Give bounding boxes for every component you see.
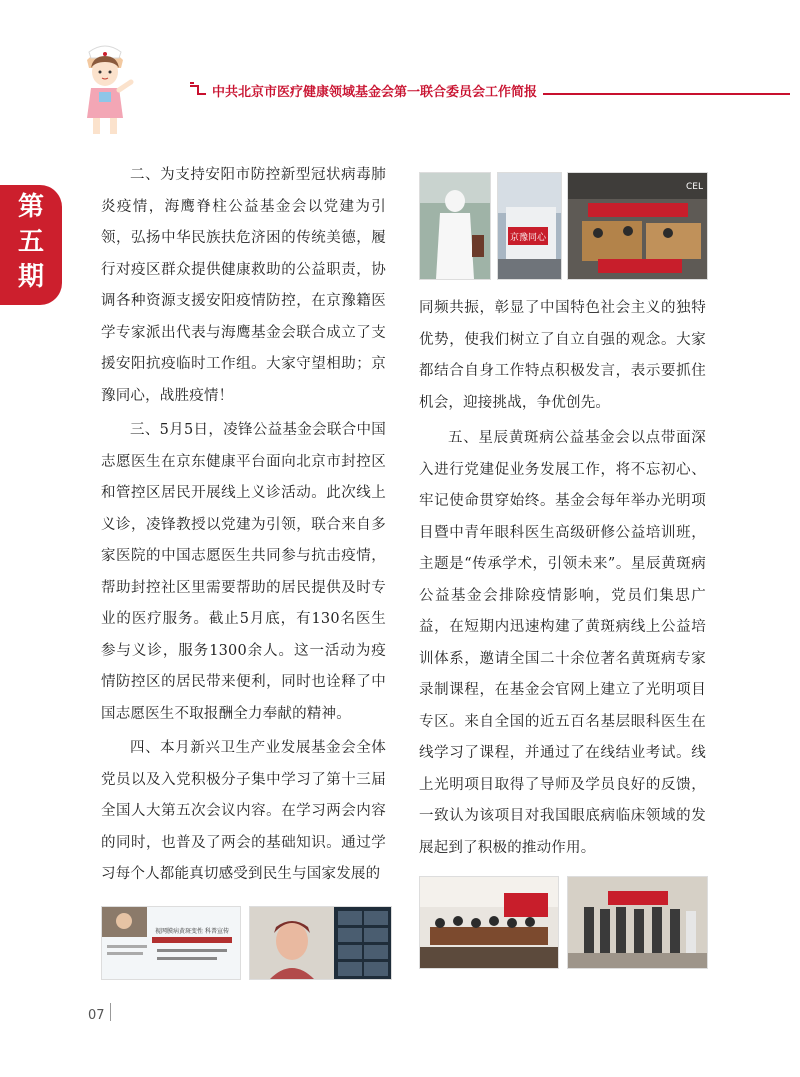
photo-video-lecture (101, 906, 241, 980)
photo-video-conference (249, 906, 392, 980)
banner-text: 京豫同心 (509, 233, 547, 243)
issue-label (0, 190, 62, 295)
paragraph-xinxing: 四、本月新兴卫生产业发展基金会全体党员以及入党积极分子集中学习了第十三届全国人大第五次会议内容。在学习两会内容的同时，也普及了两会的基础知识。通过学习每个人都能真切感受到民生与国家发展的 (101, 740, 386, 882)
page-number-divider (110, 1003, 111, 1021)
right-column (419, 423, 706, 864)
photo-protective-suit (419, 172, 491, 280)
photo-meeting-room (419, 876, 559, 969)
slide-title: 视网膜病黄斑变性 科普宣传 (155, 928, 229, 935)
left-column (101, 160, 386, 891)
newsletter-title: 中共北京市医疗健康领域基金会第一联合委员会工作简报 (206, 81, 543, 100)
right-column-continuation (419, 293, 706, 419)
issue-char: 第 (17, 192, 44, 222)
issue-char: 五 (17, 227, 44, 257)
paragraph-haiying: 二、为支持安阳市防控新型冠状病毒肺炎疫情，海鹰脊柱公益基金会以党建为引领，弘扬中华民族扶危济困的传统美德，履行对疫区群众提供健康救助的公益职责，协调各种资源支援安阳疫情防控，在京豫籍医学专家派出代表与海鹰基金会联合成立了支援安阳抗疫临时工作组。大家守望相助；京豫同心，战胜疫情！ (101, 167, 386, 404)
issue-char: 期 (17, 262, 44, 292)
page-number: 07 (88, 1008, 105, 1023)
photo-warehouse-volunteers (567, 172, 708, 280)
paragraph-xingchen: 五、星辰黄斑病公益基金会以点带面深入进行党建促业务发展工作，将不忘初心、牢记使命贯穿始终。基金会每年举办光明项目暨中青年眼科医生高级研修公益培训班，主题是“传承学术，引领未来”。星辰黄斑病公益基金会排除疫情影响，党员们集思广益，在短期内迅速构建了黄斑病线上公益培训体系，邀请全国二十余位著名黄斑病专家录制课程，在基金会官网上建立了光明项目专区。来自全国的近五百名基层眼科医生在线学习了课程，并通过了在线结业考试。线上光明项目取得了导师及学员良好的反馈，一致认为该项目对我国眼底病临床领域的发展起到了积极的推动作用。 (419, 430, 706, 856)
photo-truck (497, 172, 562, 280)
warehouse-sign: CEL (686, 182, 703, 192)
photo-group-banner (567, 876, 708, 969)
nurse-illustration (75, 40, 135, 138)
paragraph-lingfeng: 三、5月5日，凌锋公益基金会联合中国志愿医生在京东健康平台面向北京市封控区和管控区居民开展线上义诊活动。此次线上义诊，凌锋教授以党建为引领，联合来自多家医院的中国志愿医生共同参与抗击疫情，帮助封控社区里需要帮助的居民提供及时专业的医疗服务。截止5月底，有130名医生参与义诊，服务1300余人。这一活动为疫情防控区的居民带来便利，同时也诠释了中国志愿医生不取报酬全力奉献的精神。 (101, 422, 386, 722)
paragraph-continuation: 同频共振，彰显了中国特色社会主义的独特优势，使我们树立了自立自强的观念。大家都结合自身工作特点积极发言，表示要抓住机会，迎接挑战，争优创先。 (419, 300, 706, 411)
